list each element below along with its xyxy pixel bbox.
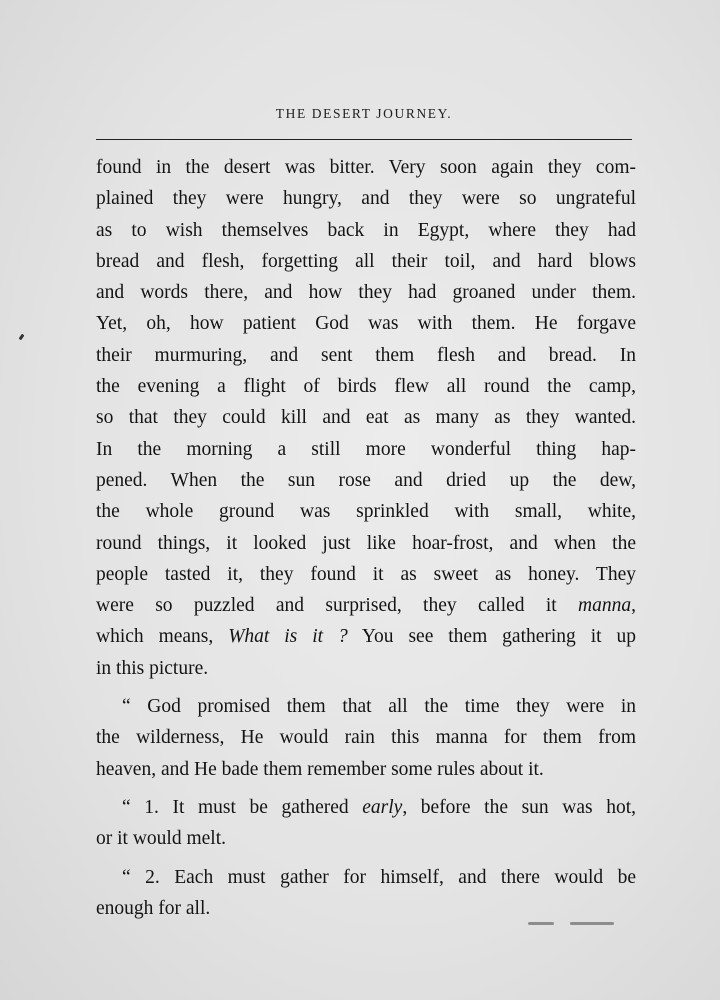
text-line [96, 823, 636, 854]
text-run: were so puzzled and surprised, they called it [96, 595, 579, 617]
text-line [96, 691, 636, 722]
text-line [96, 434, 636, 465]
text-line [96, 653, 636, 684]
text-run: “ God promised them that all the time they were in [122, 696, 636, 718]
text-run: the wilderness, He would rain this manna for them from [96, 727, 636, 749]
text-run: enough for all. [96, 897, 211, 919]
italic-text: early [362, 796, 403, 818]
text-line [96, 246, 636, 277]
header-rule [96, 139, 632, 140]
text-run: bread and flesh, forgetting all their toil, and hard blows [96, 250, 636, 272]
text-run: “ 2. Each must gather for himself, and there would be [122, 866, 636, 888]
ink-smudge [528, 922, 554, 925]
text-line [96, 893, 636, 924]
text-line [96, 621, 636, 652]
paragraph [96, 691, 636, 785]
text-line [96, 590, 636, 621]
paragraph-gap [96, 785, 636, 792]
text-line [96, 183, 636, 214]
running-head: THE DESERT JOURNEY. [275, 106, 453, 121]
text-run: so that they could kill and eat as many as they wanted. [96, 407, 636, 429]
italic-text: manna [578, 595, 632, 617]
text-line [96, 559, 636, 590]
text-line [96, 792, 636, 823]
text-run: You see them gathering it up [347, 626, 636, 648]
text-run: as to wish themselves back in Egypt, where they had [96, 219, 636, 241]
text-run: , before the sun was hot, [402, 796, 636, 818]
ink-smudge [570, 922, 614, 925]
text-line [96, 465, 636, 496]
text-run: people tasted it, they found it as sweet as honey. They [96, 563, 636, 585]
text-line [96, 402, 636, 433]
text-line [96, 152, 636, 183]
text-run: In the morning a still more wonderful thing hap- [96, 438, 636, 460]
stray-ink-mark [19, 334, 25, 341]
text-run: or it would melt. [96, 828, 226, 850]
text-run: , [631, 595, 636, 617]
body-text [96, 152, 636, 924]
text-line [96, 528, 636, 559]
text-line [96, 754, 636, 785]
italic-text: What is it ? [228, 626, 348, 648]
text-run: and words there, and how they had groaned under them. [96, 282, 636, 304]
text-run: “ 1. It must be gathered [122, 796, 363, 818]
paragraph [96, 792, 636, 855]
text-run: Yet, oh, how patient God was with them. He forgave [96, 313, 636, 335]
text-run: which means, [96, 626, 229, 648]
text-line [96, 215, 636, 246]
text-run: the evening a flight of birds flew all round the camp, [96, 376, 636, 398]
text-run: their murmuring, and sent them flesh and bread. In [96, 344, 636, 366]
text-run: heaven, and He bade them remember some rules about it. [96, 758, 544, 780]
paragraph [96, 152, 636, 684]
text-line [96, 496, 636, 527]
text-line [96, 308, 636, 339]
text-run: plained they were hungry, and they were so ungrateful [96, 188, 636, 210]
text-line [96, 722, 636, 753]
text-line [96, 862, 636, 893]
paragraph-gap [96, 684, 636, 691]
text-line [96, 371, 636, 402]
text-line [96, 277, 636, 308]
text-run: found in the desert was bitter. Very soon again they com- [96, 157, 636, 178]
paragraph [96, 862, 636, 925]
text-line [96, 340, 636, 371]
text-run: in this picture. [96, 657, 209, 679]
text-run: round things, it looked just like hoar-frost, and when the [96, 532, 636, 554]
text-run: the whole ground was sprinkled with small, white, [96, 501, 636, 523]
text-run: pened. When the sun rose and dried up the dew, [96, 469, 636, 491]
paragraph-gap [96, 855, 636, 862]
